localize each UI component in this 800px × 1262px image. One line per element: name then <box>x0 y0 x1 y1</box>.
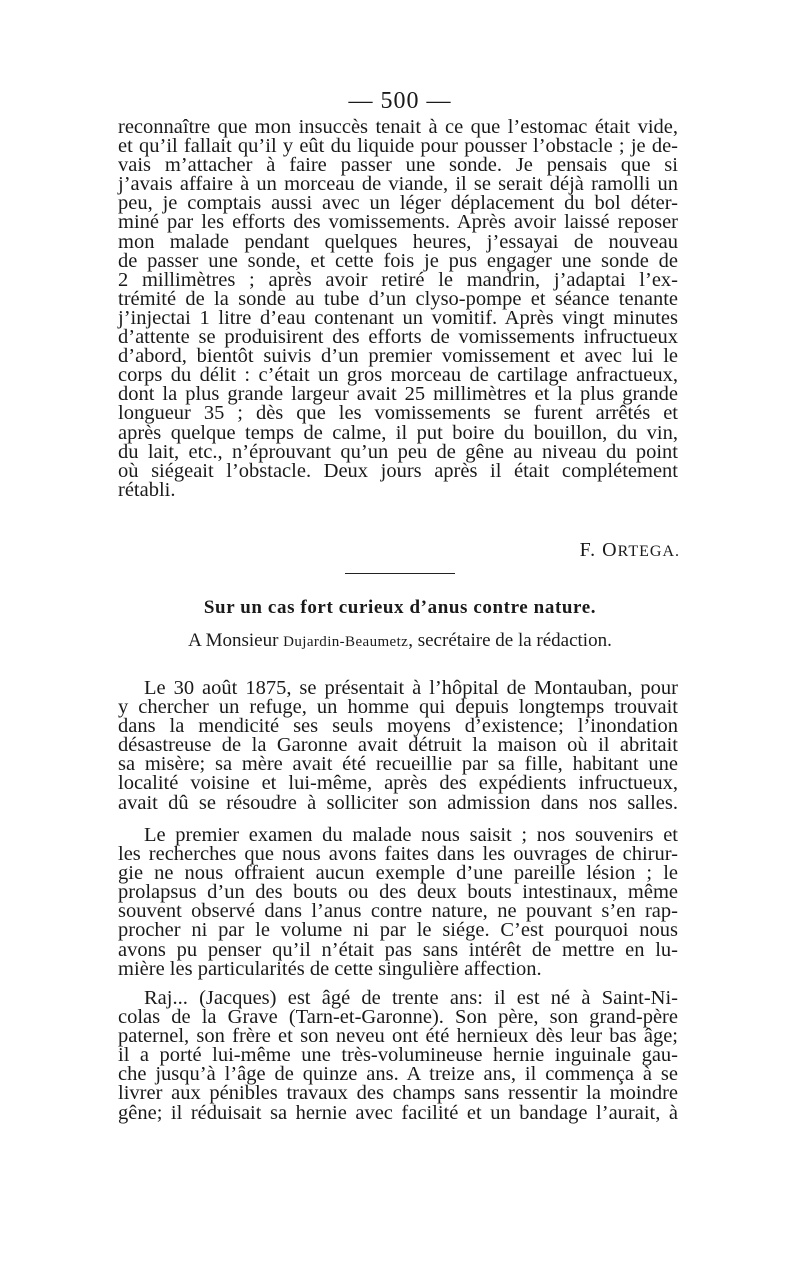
text-line: dans la mendicité ses seuls moyens d’existence; l’inondation <box>118 715 678 738</box>
text-line: y chercher un refuge, un homme qui depuis longtemps trouvait <box>118 696 678 719</box>
text-line: j’injectai 1 litre d’eau contenant un vomitif. Après vingt minutes <box>118 306 678 329</box>
text-line: gêne; il réduisait sa hernie avec facilité et un bandage l’aurait, à <box>118 1101 678 1124</box>
text-line: livrer aux pénibles travaux des champs sans ressentir la moindre <box>118 1082 678 1105</box>
dedication-suffix: , secrétaire de la rédaction. <box>408 630 612 651</box>
text-line: dont la plus grande largeur avait 25 millimètres et la plus grande <box>118 383 678 406</box>
article-title: Sur un cas fort curieux d’anus contre nature. <box>203 597 597 618</box>
page-number: — 500 — <box>348 88 452 114</box>
text-line: souvent observé dans l’anus contre nature, ne pouvant s’en rap- <box>118 900 678 923</box>
text-line: peu, je comptais aussi avec un léger déplacement du bol déter- <box>118 192 678 215</box>
text-line: avons pu penser qu’il n’était pas sans intérêt de mettre en lu- <box>118 938 678 961</box>
signature-surname: RTEGA. <box>617 543 680 560</box>
text-line: il a porté lui-même une très-volumineuse hernie inguinale gau- <box>118 1044 678 1067</box>
author-signature <box>520 539 680 562</box>
text-line: d’attente se produisirent des efforts de vomissements infructueux <box>118 326 678 349</box>
text-line: procher ni par le volume ni par le siége. C’est pourquoi nous <box>118 919 678 942</box>
text-line: Le premier examen du malade nous saisit ; nos souvenirs et <box>144 824 678 846</box>
text-line: j’avais affaire à un morceau de viande, il se serait déjà ramolli un <box>118 173 678 196</box>
continuation-paragraph <box>118 118 678 500</box>
text-line: localité voisine et lui-même, après des expédients infructueux, <box>118 772 678 795</box>
text-line: colas de la Grave (Tarn-et-Garonne). Son père, son grand-père <box>118 1006 678 1029</box>
text-line: mon malade pendant quelques heures, j’essayai de nouveau <box>118 230 678 253</box>
text-line: mière les particularités de cette singulière affection. <box>118 957 542 980</box>
text-line: longueur 35 ; dès que les vomissements se furent arrêtés et <box>118 402 678 425</box>
signature-initial: F. O <box>579 539 618 561</box>
text-line: après quelque temps de calme, il put boire du bouillon, du vin, <box>118 421 678 444</box>
article-paragraph-1 <box>118 679 678 813</box>
text-line: d’abord, bientôt suivis d’un premier vomissement et avec lui le <box>118 345 678 368</box>
text-line: où siégeait l’obstacle. Deux jours après il était complétement <box>118 459 678 482</box>
section-divider <box>345 573 455 574</box>
text-line: Le 30 août 1875, se présentait à l’hôpital de Montauban, pour <box>144 677 678 699</box>
text-line: miné par les efforts des vomissements. Après avoir laissé reposer <box>118 211 678 234</box>
dedication-prefix: A Monsieur <box>188 630 284 651</box>
text-line: reconnaître que mon insuccès tenait à ce que l’estomac était vide, <box>118 116 678 138</box>
text-line: sa misère; sa mère avait été recueillie par sa fille, habitant une <box>118 753 678 776</box>
text-line: 2 millimètres ; après avoir retiré le mandrin, j’adaptai l’ex- <box>118 268 678 291</box>
text-line: et qu’il fallait qu’il y eût du liquide pour pousser l’obstacle ; je de- <box>118 135 678 158</box>
article-paragraph-2 <box>118 826 678 979</box>
text-line: che jusqu’à l’âge de quinze ans. A treize ans, il commença à se <box>118 1063 678 1086</box>
text-line: paternel, son frère et son neveu ont été hernieux dès leur bas âge; <box>118 1025 678 1048</box>
text-line: les recherches que nous avons faites dans les ouvrages de chirur- <box>118 843 678 866</box>
text-line: du lait, etc., n’éprouvant qu’un peu de gêne au niveau du point <box>118 440 678 463</box>
dedication-name: Dujardin-Beaumetz <box>283 634 409 650</box>
text-line: vais m’attacher à faire passer une sonde. Je pensais que si <box>118 154 678 177</box>
text-line: avait dû se résoudre à solliciter son admission dans nos salles. <box>118 791 678 814</box>
text-line: Raj... (Jacques) est âgé de trente ans: il est né à Saint-Ni- <box>144 987 678 1009</box>
text-line: trémité de la sonde au tube d’un clyso-pompe et séance tenante <box>118 287 678 310</box>
text-line: de passer une sonde, et cette fois je pus engager une sonde de <box>118 249 678 272</box>
article-paragraph-3 <box>118 989 678 1123</box>
article-dedication <box>0 630 800 652</box>
text-line: rétabli. <box>118 478 176 501</box>
text-line: gie ne nous offraient aucun exemple d’une pareille lésion ; le <box>118 862 678 885</box>
text-line: corps du délit : c’était un gros morceau de cartilage anfractueux, <box>118 364 678 387</box>
text-line: désastreuse de la Garonne avait détruit la maison où il abritait <box>118 734 678 757</box>
text-line: prolapsus d’un des bouts ou des deux bouts intestinaux, même <box>118 881 678 904</box>
